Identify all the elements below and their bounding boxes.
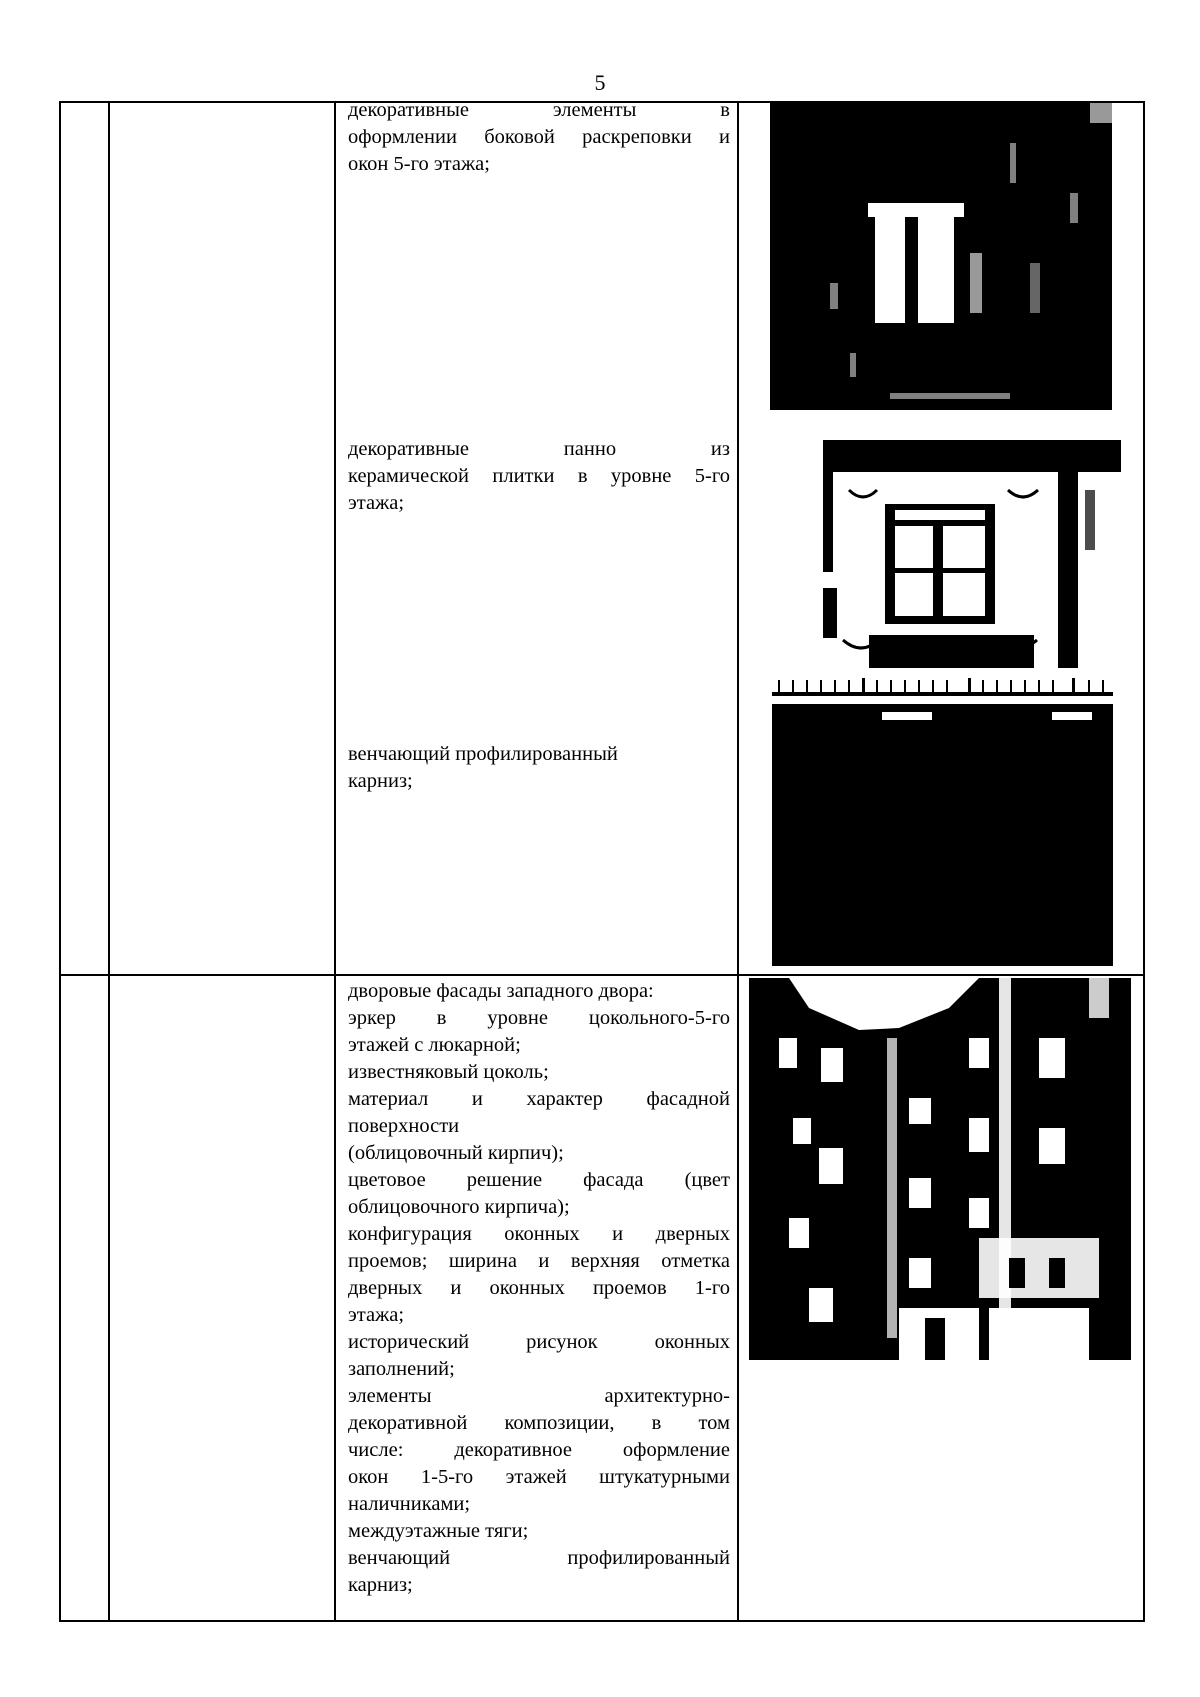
- text-line: декоративные панно из: [348, 438, 730, 460]
- text-line: дворовые фасады западного двора:: [348, 980, 654, 1002]
- text-line: этажа;: [348, 1304, 405, 1326]
- text-line: наличниками;: [348, 1493, 471, 1515]
- text-line: керамической плитки в уровне 5-го: [348, 465, 730, 487]
- table-cell-description: [335, 99, 738, 975]
- text-line: заполнений;: [348, 1358, 455, 1380]
- text-line: материал и характер фасадной: [348, 1088, 730, 1110]
- text-line: этажа;: [348, 492, 405, 514]
- text-line: поверхности: [348, 1115, 460, 1137]
- description-side-projection: [348, 97, 730, 178]
- text-line: эркер в уровне цокольного-5-го: [348, 1007, 730, 1029]
- text-line: окон 5-го этажа;: [348, 153, 490, 175]
- text-line: оформлении боковой раскреповки и: [348, 126, 730, 148]
- text-line: исторический рисунок оконных: [348, 1331, 730, 1353]
- description-ceramic-panels: [348, 436, 730, 517]
- text-line: дверных и оконных проемов 1-го: [348, 1277, 730, 1299]
- text-line: венчающий профилированный: [348, 743, 618, 765]
- photo-west-courtyard-facades: [749, 978, 1131, 1360]
- photo-crowning-cornice: [772, 678, 1113, 966]
- photo-side-projection-window: [770, 103, 1112, 410]
- table-cell-name: [109, 102, 335, 975]
- table-cell-photos: [738, 975, 1144, 1621]
- text-line: этажей с люкарной;: [348, 1034, 521, 1056]
- objects-table: [59, 101, 1145, 1622]
- text-line: облицовочного кирпича);: [348, 1196, 570, 1218]
- text-line: числе: декоративное оформление: [348, 1439, 730, 1461]
- text-line: венчающий профилированный: [348, 1547, 730, 1569]
- text-line: (облицовочный кирпич);: [348, 1142, 564, 1164]
- table-row: [60, 102, 1144, 975]
- text-line: проемов; ширина и верхняя отметка: [348, 1250, 730, 1272]
- description-crowning-cornice: [348, 741, 730, 795]
- text-line: карниз;: [348, 770, 413, 792]
- photo-window-ceramic-panel: [823, 440, 1121, 668]
- page-number: 5: [594, 70, 606, 95]
- table-cell-number: [60, 102, 109, 975]
- table-cell-photos: [738, 102, 1144, 975]
- text-line: междуэтажные тяги;: [348, 1520, 529, 1542]
- text-line: элементы архитектурно-: [348, 1385, 730, 1407]
- table-row: [60, 975, 1144, 1621]
- text-line: конфигурация оконных и дверных: [348, 1223, 730, 1245]
- text-line: окон 1-5-го этажей штукатурными: [348, 1466, 730, 1488]
- table-cell-description: [335, 975, 738, 1621]
- text-line: цветовое решение фасада (цвет: [348, 1169, 730, 1191]
- text-line: декоративные элементы в: [348, 99, 730, 121]
- table-cell-number: [60, 975, 109, 1621]
- text-line: декоративной композиции, в том: [348, 1412, 730, 1434]
- text-line: карниз;: [348, 1574, 413, 1596]
- description-west-courtyard: [348, 978, 730, 1599]
- text-line: известняковый цоколь;: [348, 1061, 549, 1083]
- table-cell-name: [109, 975, 335, 1621]
